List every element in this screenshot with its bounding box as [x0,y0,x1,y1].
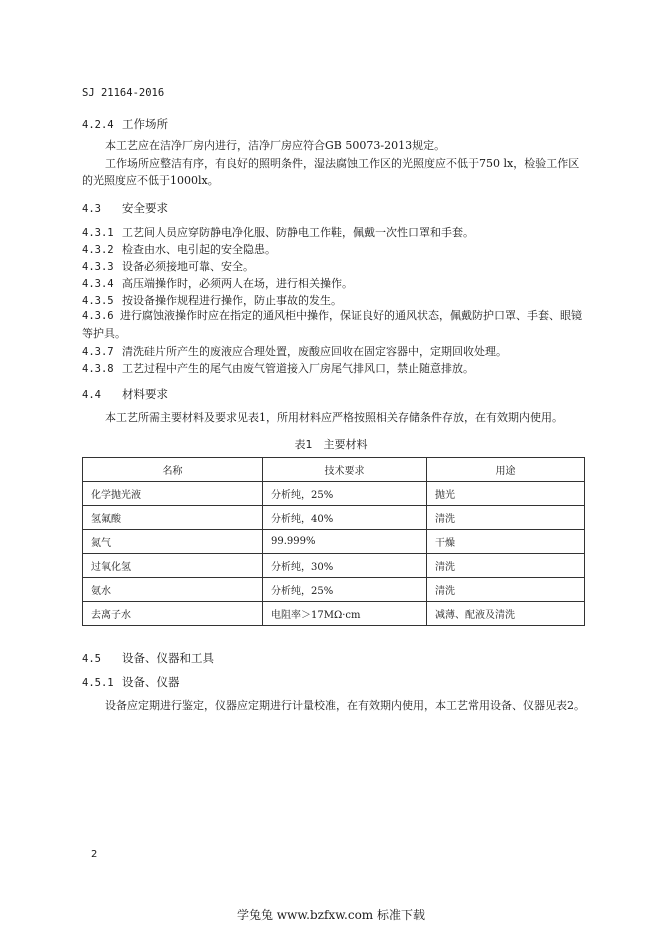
page-number: 2 [91,849,98,860]
cell-requirement: 分析纯，25% [263,578,427,602]
section-number: 4.3 [82,203,101,215]
cell-requirement: 电阻率＞17MΩ·cm [263,602,427,626]
table-row [83,482,585,506]
clause-number: 4.3.8 [82,363,114,375]
cell-name: 过氧化氢 [83,554,263,578]
clause-number: 4.3.6 [82,310,114,322]
section-4-4-heading [82,386,168,402]
section-title: 设备、仪器和工具 [122,651,214,665]
cell-requirement: 分析纯，40% [263,506,427,530]
section-number: 4.5 [82,653,101,665]
cell-name: 氢氟酸 [83,506,263,530]
section-4-5-1-heading [82,674,180,690]
section-4-5-heading [82,650,214,666]
table-header-row [83,458,585,482]
clause-4-3-2 [82,241,276,257]
materials-table [82,457,585,626]
clause-number: 4.3.1 [82,227,114,239]
clause-number: 4.3.2 [82,244,114,256]
table-caption: 表1 主要材料 [294,438,368,451]
cell-usage: 清洗 [427,506,585,530]
cell-requirement: 分析纯，25% [263,482,427,506]
table-row [83,602,585,626]
cell-name: 氮气 [83,530,263,554]
clause-4-3-8 [82,360,474,376]
section-4-3-heading [82,200,168,216]
clause-4-3-6 [82,307,587,342]
cell-name: 氨水 [83,578,263,602]
cell-usage: 干燥 [427,530,585,554]
clause-4-3-5 [82,292,342,308]
clause-number: 4.3.7 [82,346,114,358]
document-code: SJ 21164-2016 [82,87,165,99]
paragraph: 本工艺应在洁净厂房内进行，洁净厂房应符合GB 50073-2013规定。 [105,139,446,152]
clause-4-3-7 [82,343,507,359]
cell-name: 去离子水 [83,602,263,626]
clause-4-3-3 [82,258,254,274]
section-title: 材料要求 [122,387,168,401]
table-row [83,506,585,530]
clause-text: 进行腐蚀液操作时应在指定的通风柜中操作，保证良好的通风状态，佩戴防护口罩、手套、眼镜等护具。 [82,309,582,340]
clause-text: 检查由水、电引起的安全隐患。 [122,243,276,256]
cell-requirement: 分析纯，30% [263,554,427,578]
table-row [83,530,585,554]
clause-4-3-4 [82,275,353,291]
clause-text: 高压端操作时，必须两人在场，进行相关操作。 [122,277,353,290]
table-row [83,578,585,602]
section-number: 4.2.4 [82,119,114,131]
section-number: 4.4 [82,389,101,401]
footer-watermark: 学兔兔 www.bzfxw.com 标准下载 [236,908,426,922]
cell-usage: 清洗 [427,554,585,578]
clause-text: 按设备操作规程进行操作，防止事故的发生。 [122,294,342,307]
section-title: 工作场所 [122,117,168,131]
section-4-2-4-heading [82,116,168,132]
cell-usage: 清洗 [427,578,585,602]
clause-number: 4.3.5 [82,295,114,307]
paragraph: 工作场所应整洁有序，有良好的照明条件，湿法腐蚀工作区的光照度应不低于750 lx，检验工作区的光照度应不低于1000lx。 [82,157,580,187]
cell-usage: 抛光 [427,482,585,506]
section-number: 4.5.1 [82,677,114,689]
column-header-requirement: 技术要求 [263,458,427,482]
paragraph: 本工艺所需主要材料及要求见表1，所用材料应严格按照相关存储条件存放，在有效期内使用。 [105,411,563,424]
clause-number: 4.3.4 [82,278,114,290]
cell-name: 化学抛光液 [83,482,263,506]
column-header-usage: 用途 [427,458,585,482]
clause-4-3-1 [82,224,474,240]
cell-usage: 减薄、配液及清洗 [427,602,585,626]
paragraph: 设备应定期进行鉴定，仪器应定期进行计量校准，在有效期内使用，本工艺常用设备、仪器见表2。 [105,699,585,712]
section-title: 设备、仪器 [122,675,180,689]
clause-text: 设备必须接地可靠、安全。 [122,260,254,273]
cell-requirement: 99.999% [263,530,427,554]
table-row [83,554,585,578]
clause-text: 工艺间人员应穿防静电净化服、防静电工作鞋，佩戴一次性口罩和手套。 [122,226,474,239]
clause-text: 工艺过程中产生的尾气由废气管道接入厂房尾气排风口，禁止随意排放。 [122,362,474,375]
section-title: 安全要求 [122,201,168,215]
clause-text: 清洗硅片所产生的废液应合理处置，废酸应回收在固定容器中，定期回收处理。 [122,345,507,358]
column-header-name: 名称 [83,458,263,482]
clause-number: 4.3.3 [82,261,114,273]
